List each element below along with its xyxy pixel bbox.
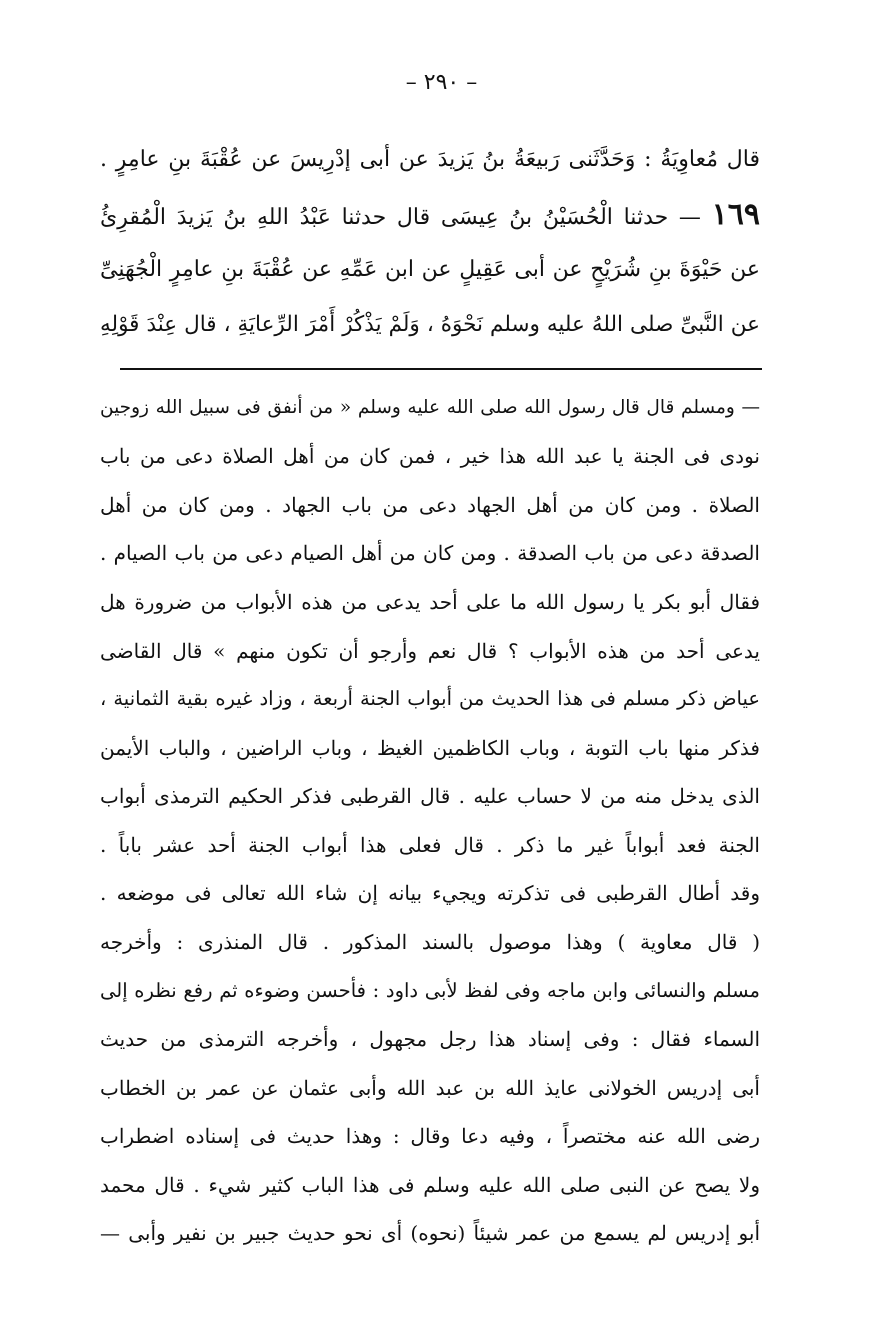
main-text-line-3: عن حَيْوَةَ بنِ شُرَيْحٍ عن أبى عَقِيلٍ عن ابن عَمِّهِ عن عُقْبَةَ بنِ عامِرٍ الْجُهَنِىِّ [100, 257, 760, 282]
footnote-line-12: ( قال معاوية ) وهذا موصول بالسند المذكور . قال المنذرى : وأخرجه [100, 930, 760, 954]
main-text-line-1: قال مُعاوِيَةُ : وَحَدَّثَنى رَبيعَةُ بنُ يَزيدَ عن أبى إدْرِيسَ عن عُقْبَةَ بنِ عامِرٍ . [100, 147, 760, 172]
footnote-line-3: الصلاة . ومن كان من أهل الجهاد دعى من باب الجهاد . ومن كان من أهل [100, 493, 760, 517]
footnote-line-16: رضى الله عنه مختصراً ، وفيه دعا وقال : وهذا حديث فى إسناده اضطراب [100, 1124, 760, 1148]
footnote-line-11: وقد أطال القرطبى فى تذكرته ويجيء بيانه إن شاء الله تعالى فى موضعه . [100, 881, 760, 905]
footnote-line-13: مسلم والنسائى وابن ماجه وفى لفظ لأبى داود : فأحسن وضوءه ثم رفع نظره إلى [100, 979, 760, 1002]
footnote-line-1: — ومسلم قال قال رسول الله صلى الله عليه وسلم « من أنفق فى سبيل الله زوجين [100, 397, 760, 418]
main-text-line-4: عن النَّبىِّ صلى اللهُ عليه وسلم نَحْوَهُ ، وَلَمْ يَذْكُرْ أَمْرَ الرِّعايَةِ ، قال عِنْدَ قَوْلِهِ [100, 312, 760, 337]
footnote-line-8: فذكر منها باب التوبة ، وباب الكاظمين الغيظ ، وباب الراضين ، والباب الأيمن [100, 736, 760, 760]
footnote-line-4: الصدقة دعى من باب الصدقة . ومن كان من أهل الصيام دعى من باب الصيام . [100, 541, 760, 565]
page-number: – ٢٩٠ – [405, 70, 478, 95]
footnote-line-5: فقال أبو بكر يا رسول الله ما على أحد يدعى من هذه الأبواب من ضرورة هل [100, 590, 760, 614]
main-text-line-2-rest: — حدثنا الْحُسَيْنُ بنُ عِيسَى قال حدثنا عَبْدُ اللهِ بنُ يَزيدَ الْمُقرِئُ [100, 205, 712, 230]
footnote-line-17: ولا يصح عن النبى صلى الله عليه وسلم فى هذا الباب كثير شيء . قال محمد [100, 1173, 760, 1197]
footnote-line-9: الذى يدخل منه من لا حساب عليه . قال القرطبى فذكر الحكيم الترمذى أبواب [100, 784, 760, 808]
hadith-number: ١٦٩ [711, 197, 760, 232]
footnote-line-15: أبى إدريس الخولانى عايذ الله بن عبد الله وأبى عثمان عن عمر بن الخطاب [100, 1076, 760, 1100]
footnote-line-18: أبو إدريس لم يسمع من عمر شيئاً (نحوه) أى نحو حديث جبير بن نفير وأبى — [100, 1221, 760, 1245]
footnote-line-6: يدعى أحد من هذه الأبواب ؟ قال نعم وأرجو أن تكون منهم » قال القاضى [100, 639, 760, 663]
footnote-line-14: السماء فقال : وفى إسناد هذا رجل مجهول ، وأخرجه الترمذى من حديث [100, 1027, 760, 1051]
footnote-line-10: الجنة فعد أبواباً غير ما ذكر . قال فعلى هذا أبواب الجنة أحد عشر باباً . [100, 833, 760, 857]
main-text-line-2 [100, 190, 760, 240]
footnote-line-2: نودى فى الجنة يا عبد الله هذا خير ، فمن كان من أهل الصلاة دعى من باب [100, 444, 760, 468]
footnote-line-7: عياض ذكر مسلم فى هذا الحديث من أبواب الجنة أربعة ، وزاد غيره بقية الثمانية ، [100, 687, 760, 710]
footnote-separator [120, 368, 762, 370]
